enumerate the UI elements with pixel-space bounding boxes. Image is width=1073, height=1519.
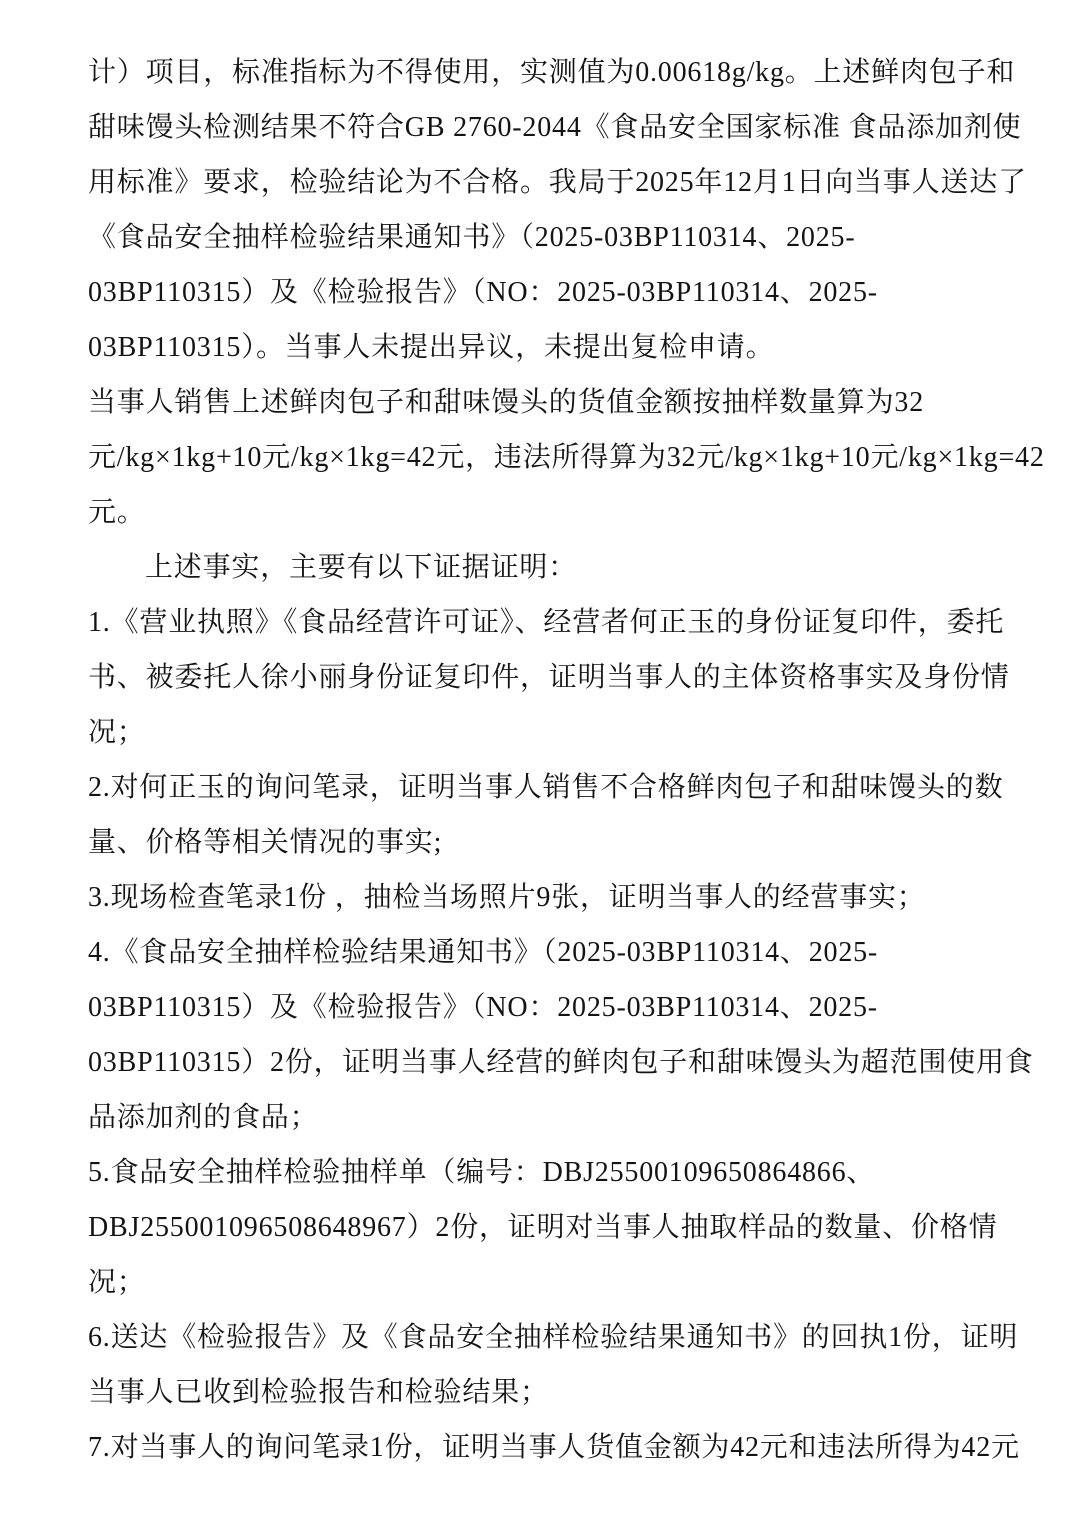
text-line-evidence-3: 3.现场检查笔录1份 ，抽检当场照片9张，证明当事人的经营事实； — [88, 882, 926, 913]
text-line-evidence-6: 6.送达《检验报告》及《食品安全抽样检验结果通知书》的回执1份，证明 — [88, 1322, 1019, 1353]
text-line-section-heading: 上述事实，主要有以下证据证明： — [145, 552, 578, 583]
text-line: DBJ255001096508648967）2份，证明对当事人抽取样品的数量、价格情 — [88, 1212, 998, 1243]
text-line-evidence-4: 4.《食品安全抽样检验结果通知书》（2025-03BP110314、2025- — [88, 937, 879, 968]
text-line: 元。 — [88, 497, 146, 528]
text-line: 03BP110315）2份，证明当事人经营的鲜肉包子和甜味馒头为超范围使用食 — [88, 1047, 1034, 1078]
text-line: 03BP110315）及《检验报告》（NO：2025-03BP110314、2025- — [88, 277, 878, 308]
text-line: 况； — [88, 717, 146, 748]
text-line-evidence-7: 7.对当事人的询问笔录1份，证明当事人货值金额为42元和违法所得为42元 — [88, 1432, 1020, 1463]
text-line: 书、被委托人徐小丽身份证复印件，证明当事人的主体资格事实及身份情 — [88, 662, 1010, 693]
text-line: 用标准》要求，检验结论为不合格。我局于2025年12月1日向当事人送达了 — [88, 167, 1027, 198]
text-line-evidence-5: 5.食品安全抽样检验抽样单（编号：DBJ25500109650864866、 — [88, 1157, 876, 1188]
text-line: 《食品安全抽样检验结果通知书》（2025-03BP110314、2025- — [88, 222, 856, 253]
text-line: 元/kg×1kg+10元/kg×1kg=42元，违法所得算为32元/kg×1kg+10元/kg×1kg=42 — [88, 442, 1045, 473]
text-line: 03BP110315）。当事人未提出异议，未提出复检申请。 — [88, 332, 775, 363]
text-line-evidence-1: 1.《营业执照》《食品经营许可证》、经营者何正玉的身份证复印件，委托 — [88, 607, 1005, 638]
text-line: 当事人已收到检验报告和检验结果； — [88, 1377, 549, 1408]
text-line: 甜味馒头检测结果不符合GB 2760-2044《食品安全国家标准 食品添加剂使 — [88, 112, 1022, 143]
text-line: 况； — [88, 1267, 146, 1298]
text-line: 计）项目，标准指标为不得使用，实测值为0.00618g/kg。上述鲜肉包子和 — [88, 57, 1016, 88]
text-line: 量、价格等相关情况的事实; — [88, 827, 443, 858]
text-line-evidence-2: 2.对何正玉的询问笔录，证明当事人销售不合格鲜肉包子和甜味馒头的数 — [88, 772, 1004, 803]
text-line: 03BP110315）及《检验报告》（NO：2025-03BP110314、2025- — [88, 992, 878, 1023]
text-line: 当事人销售上述鲜肉包子和甜味馒头的货值金额按抽样数量算为32 — [88, 387, 925, 418]
document-body — [88, 45, 1053, 1475]
text-line: 品添加剂的食品； — [88, 1102, 319, 1133]
